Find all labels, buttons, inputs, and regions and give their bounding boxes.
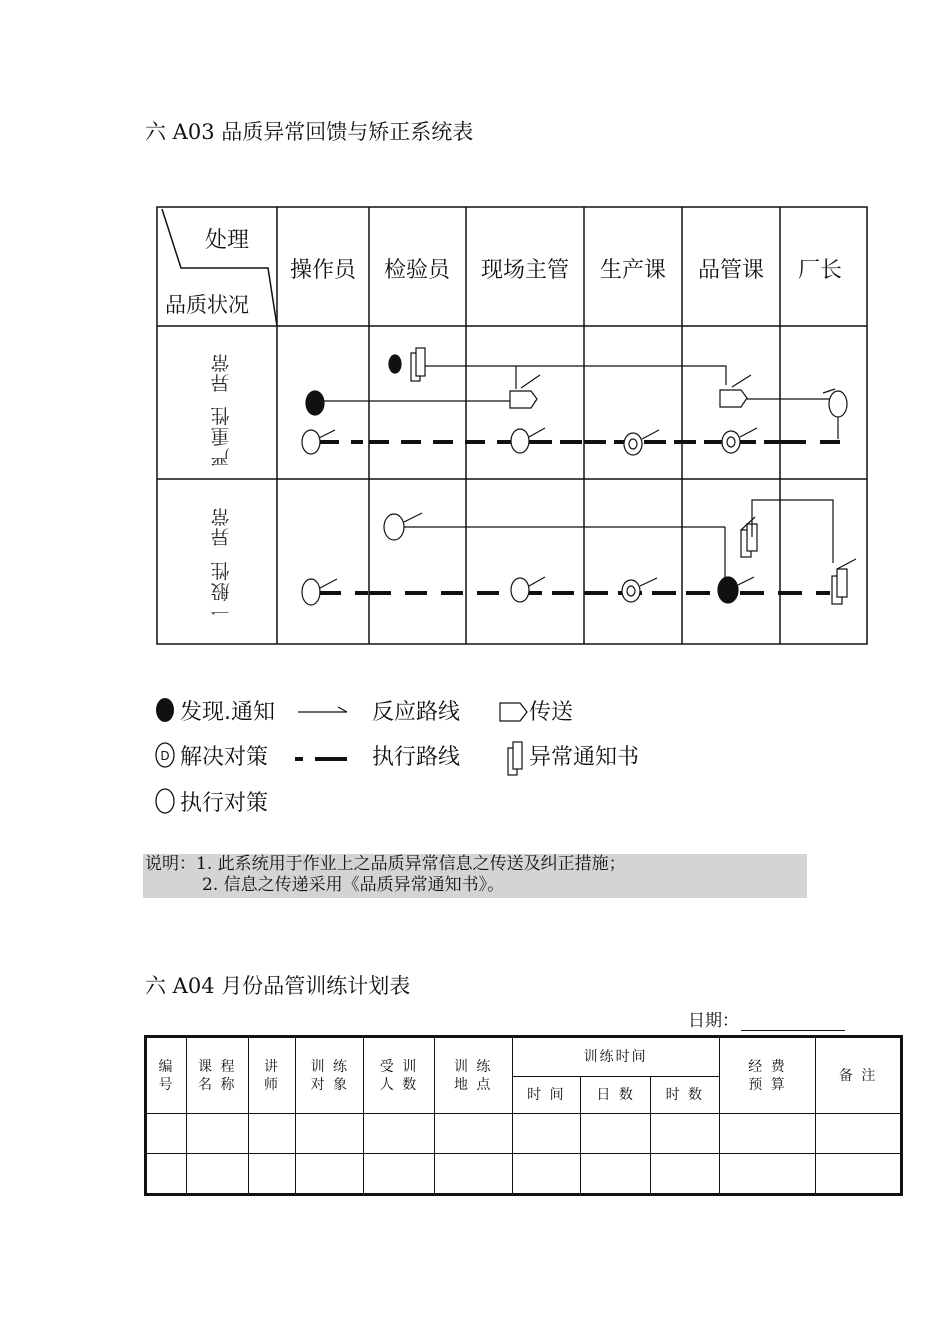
general-flow	[302, 500, 856, 605]
legend-open-circle-icon	[156, 789, 174, 813]
production-solution-icon	[624, 433, 642, 455]
table-row	[146, 1114, 902, 1154]
manager-countermeasure-icon	[829, 391, 847, 417]
header-hours: 时 数	[650, 1077, 719, 1114]
legend-filled-circle-icon	[156, 698, 174, 722]
legend-label-discover: 发现.通知	[180, 700, 275, 725]
svg-text:D: D	[160, 749, 170, 763]
header-remark: 备 注	[816, 1037, 902, 1114]
qc-discover-icon	[718, 577, 738, 603]
legend-thin-arrow-icon	[298, 707, 347, 712]
header-time: 时 间	[512, 1077, 581, 1114]
legend-d-circle-icon	[156, 743, 174, 767]
header-target: 训 练 对 象	[296, 1037, 364, 1114]
training-plan-table	[144, 1035, 903, 1196]
row-label-general-text-5: 常	[210, 505, 230, 527]
header-training-time: 训练时间	[512, 1037, 719, 1077]
date-blank[interactable]	[741, 1014, 845, 1031]
row-label-general	[210, 505, 229, 622]
column-header-inspector: 检验员	[383, 258, 451, 283]
header-place: 训 练 地 点	[434, 1037, 512, 1114]
column-header-operator: 操作员	[289, 258, 357, 283]
header-trainees: 受 训 人 数	[364, 1037, 435, 1114]
row-label-general-text-2: 般	[210, 580, 230, 602]
column-header-manager: 厂长	[797, 258, 843, 283]
header-budget: 经 费 预 算	[719, 1037, 816, 1114]
row-label-general-text-1: 一	[210, 600, 230, 622]
column-header-site-supervisor: 现场主管	[480, 258, 570, 283]
row-label-general-text-3: 性	[210, 559, 230, 581]
header-lecturer: 讲 师	[248, 1037, 296, 1114]
header-days: 日 数	[581, 1077, 651, 1114]
row-label-serious-text-4: 异	[210, 371, 230, 393]
legend-label-execute: 执行对策	[180, 791, 269, 816]
legend-send-tag-icon	[500, 703, 527, 721]
date-field	[688, 1006, 845, 1031]
qc-send-tag-icon	[720, 390, 747, 407]
quality-feedback-diagram	[140, 195, 870, 816]
legend-label-solution: 解决对策	[180, 745, 269, 770]
column-header-production: 生产课	[599, 258, 667, 283]
note-line-2: 2. 信息之传递采用《品质异常通知书》。	[202, 875, 505, 895]
supervisor-countermeasure-icon	[511, 429, 529, 453]
note-line-1: 说明：1. 此系统用于作业上之品质异常信息之传送及纠正措施；	[145, 854, 626, 874]
date-label: 日期：	[688, 1011, 739, 1031]
row-label-serious-text-5: 常	[210, 351, 230, 373]
explanation-note	[143, 854, 807, 898]
column-header-qc: 品管课	[697, 258, 765, 283]
section-a03-title: 六 A03 品质异常回馈与矫正系统表	[145, 120, 474, 144]
corner-header-top: 处理	[205, 228, 250, 253]
inspector-discover-icon	[389, 355, 401, 373]
inspector-countermeasure-icon	[384, 514, 404, 540]
header-course: 课 程 名 称	[186, 1037, 248, 1114]
legend-notice-sheet-icon	[508, 742, 522, 775]
supervisor-send-tag-icon	[510, 391, 537, 408]
operator-countermeasure-icon	[302, 430, 320, 454]
row-label-serious-text-2: 重	[210, 425, 230, 447]
qc-solution-icon	[722, 431, 740, 453]
row-label-serious-text-3: 性	[210, 404, 230, 426]
corner-header-bottom: 品质状况	[165, 293, 249, 317]
diagram-legend	[156, 698, 639, 816]
supervisor-execute-icon	[511, 578, 529, 602]
legend-label-execution-route: 执行路线	[372, 745, 461, 770]
table-row	[146, 1154, 902, 1195]
row-label-serious	[210, 351, 229, 467]
legend-label-response-route: 反应路线	[372, 700, 461, 725]
header-no: 编 号	[146, 1037, 187, 1114]
serious-flow	[302, 348, 847, 455]
section-a04-title: 六 A04 月份品管训练计划表	[145, 974, 411, 998]
operator-execute-icon	[302, 579, 320, 605]
row-label-general-text-4: 异	[210, 525, 230, 547]
legend-label-notice: 异常通知书	[529, 745, 640, 770]
production-execute-icon	[622, 580, 640, 602]
operator-discover-icon	[306, 391, 324, 415]
legend-label-send: 传送	[529, 700, 574, 725]
row-label-serious-text-1: 严	[210, 445, 230, 467]
